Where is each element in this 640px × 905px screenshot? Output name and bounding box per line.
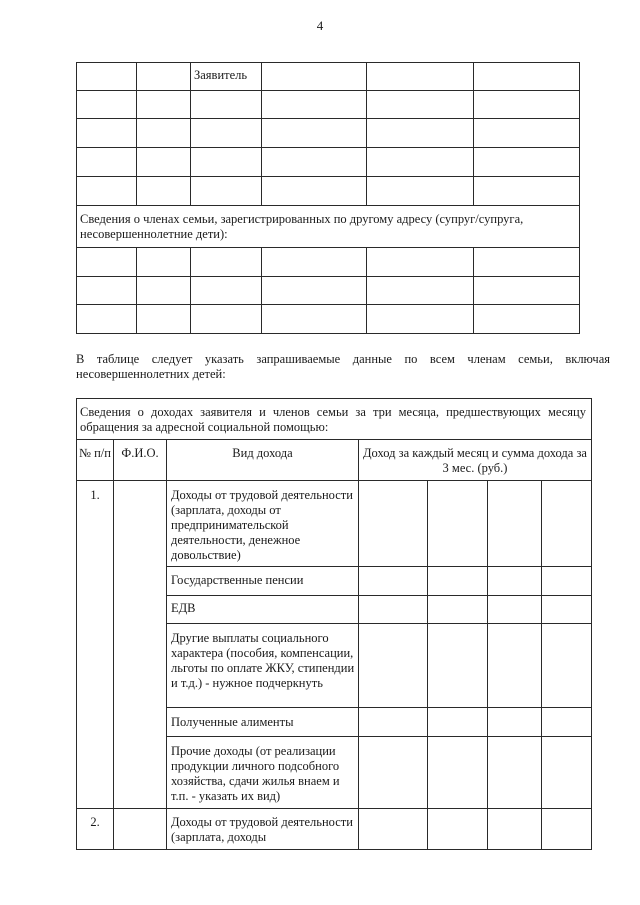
income-type-label: Полученные алименты: [171, 715, 294, 729]
income-type-label: Другие выплаты социального характера (пособия, компенсации, льготы по оплате ЖКУ, стипендии и т.д.) - нужное подчеркнуть: [171, 631, 355, 690]
row-num: 1.: [90, 488, 100, 502]
header-income-amount: Доход за каждый месяц и сумма дохода за 3 мес. (руб.): [363, 446, 587, 475]
income-type-label: Государственные пенсии: [171, 573, 304, 587]
other-address-note: Сведения о членах семьи, зарегистрированных по другому адресу (супруг/супруга, несовершеннолетние дети):: [80, 212, 524, 241]
page-number: 4: [316, 18, 324, 33]
income-table-caption: Сведения о доходах заявителя и членов семьи за три месяца, предшествующих месяцу обращения за адресной социальной помощью:: [80, 405, 586, 434]
row-num: 2.: [90, 815, 100, 829]
applicant-label: Заявитель: [194, 68, 248, 82]
income-type-label: Прочие доходы (от реализации продукции личного подсобного хозяйства, сдачи жилья внаем и т.п. - указать их вид): [171, 744, 340, 803]
header-fio: Ф.И.О.: [121, 446, 159, 460]
header-num: № п/п: [79, 446, 111, 460]
header-income-type: Вид дохода: [232, 446, 293, 460]
income-type-label: Доходы от трудовой деятельности (зарплата, доходы: [171, 815, 353, 844]
income-type-label: Доходы от трудовой деятельности (зарплата, доходы от предпринимательской деятельности, денежное довольствие): [171, 488, 353, 562]
income-type-label: ЕДВ: [171, 601, 196, 615]
instruction-text: В таблице следует указать запрашиваемые данные по всем членам семьи, включая несовершеннолетних детей:: [76, 352, 610, 381]
